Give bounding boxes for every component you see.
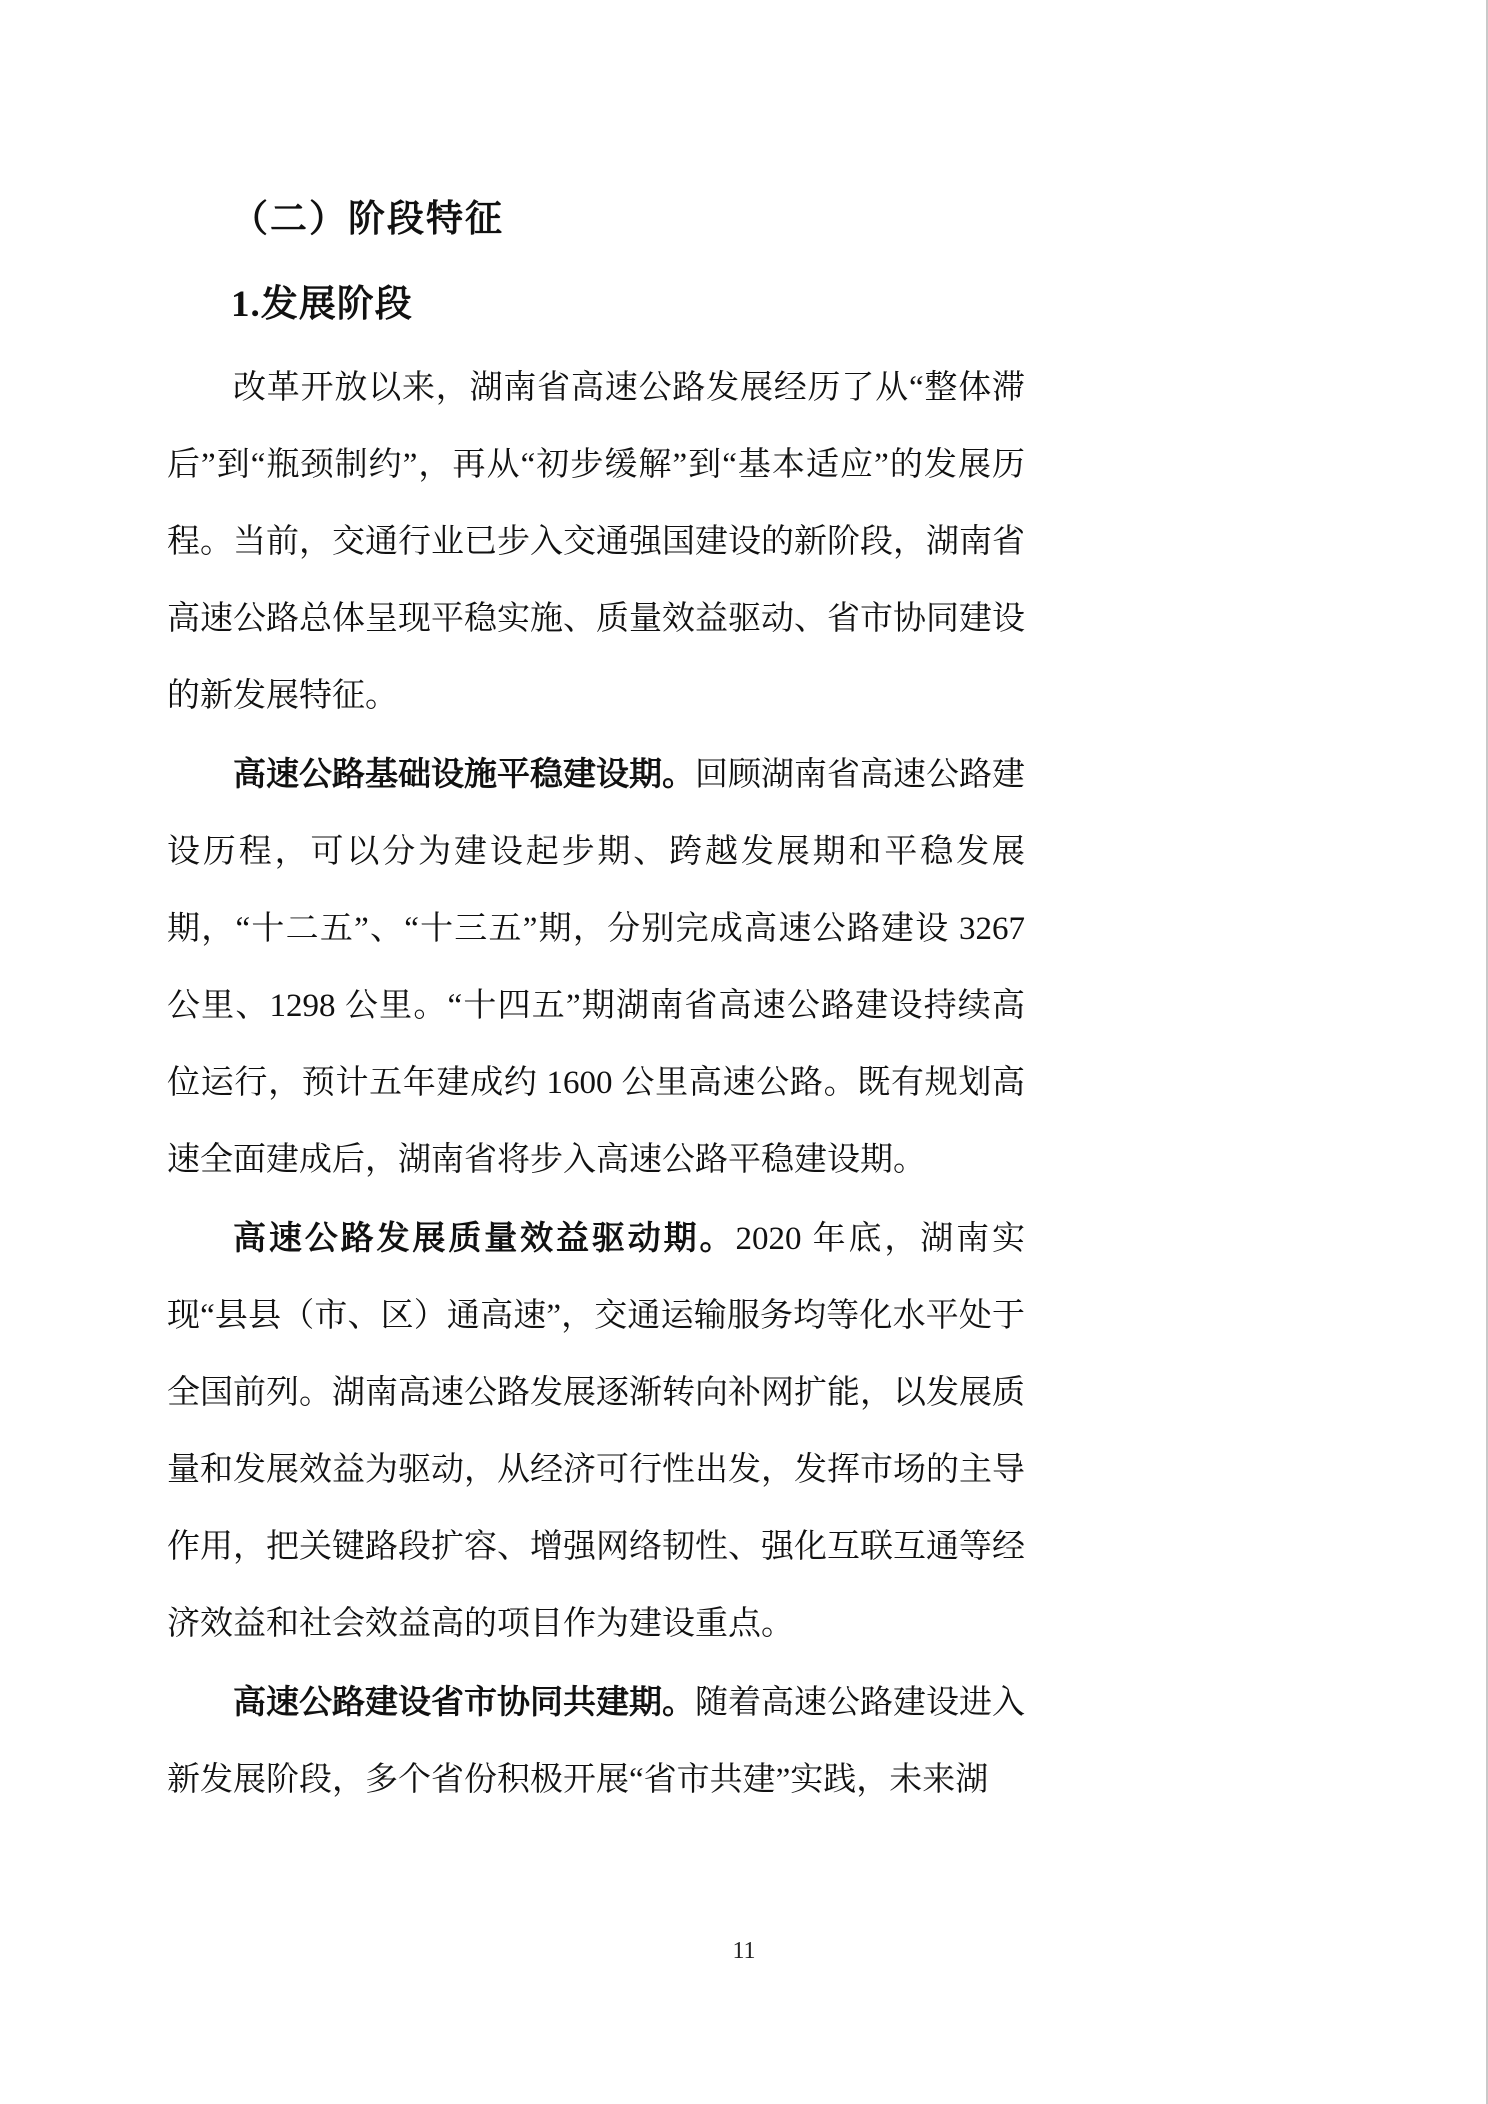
paragraph-text: 回顾湖南省高速公路建设历程，可以分为建设起步期、跨越发展期和平稳发展期，“十二五”、“十三五”期，分别完成高速公路建设 3267 公里、1298 公里。“十四五”期湖南省高速公路建设持续高位运行，预计五年建成约 1600 公里高速公路。既有规划高速全面建成后，湖南省将步入高速公路平稳建设期。 — [167, 757, 1025, 1178]
paragraph-lead: 高速公路发展质量效益驱动期。 — [233, 1219, 736, 1256]
body-paragraph — [167, 1663, 1025, 1819]
page-number: 11 — [732, 1938, 756, 1964]
section-heading: （二）阶段特征 — [231, 199, 504, 240]
paragraph-lead: 高速公路建设省市协同共建期。 — [233, 1683, 695, 1720]
sub-heading: 1.发展阶段 — [231, 284, 413, 325]
paragraph-text: 改革开放以来，湖南省高速公路发展经历了从“整体滞后”到“瓶颈制约”，再从“初步缓解”到“基本适应”的发展历程。当前，交通行业已步入交通强国建设的新阶段，湖南省高速公路总体呈现平稳实施、质量效益驱动、省市协同建设的新发展特征。 — [167, 370, 1025, 714]
paragraph-text: 2020 年底，湖南实现“县县（市、区）通高速”，交通运输服务均等化水平处于全国前列。湖南高速公路发展逐渐转向补网扩能，以发展质量和发展效益为驱动，从经济可行性出发，发挥市场的主导作用，把关键路段扩容、增强网络韧性、强化互联互通等经济效益和社会效益高的项目作为建设重点。 — [167, 1221, 1026, 1642]
paragraph-text: 随着高速公路建设进入新发展阶段，多个省份积极开展“省市共建”实践，未来湖 — [167, 1685, 1025, 1798]
paragraph-lead: 高速公路基础设施平稳建设期。 — [233, 755, 695, 792]
body-paragraph — [167, 735, 1025, 1199]
body-paragraph — [167, 1199, 1025, 1663]
body-text — [167, 348, 1025, 1819]
body-paragraph — [167, 348, 1025, 735]
